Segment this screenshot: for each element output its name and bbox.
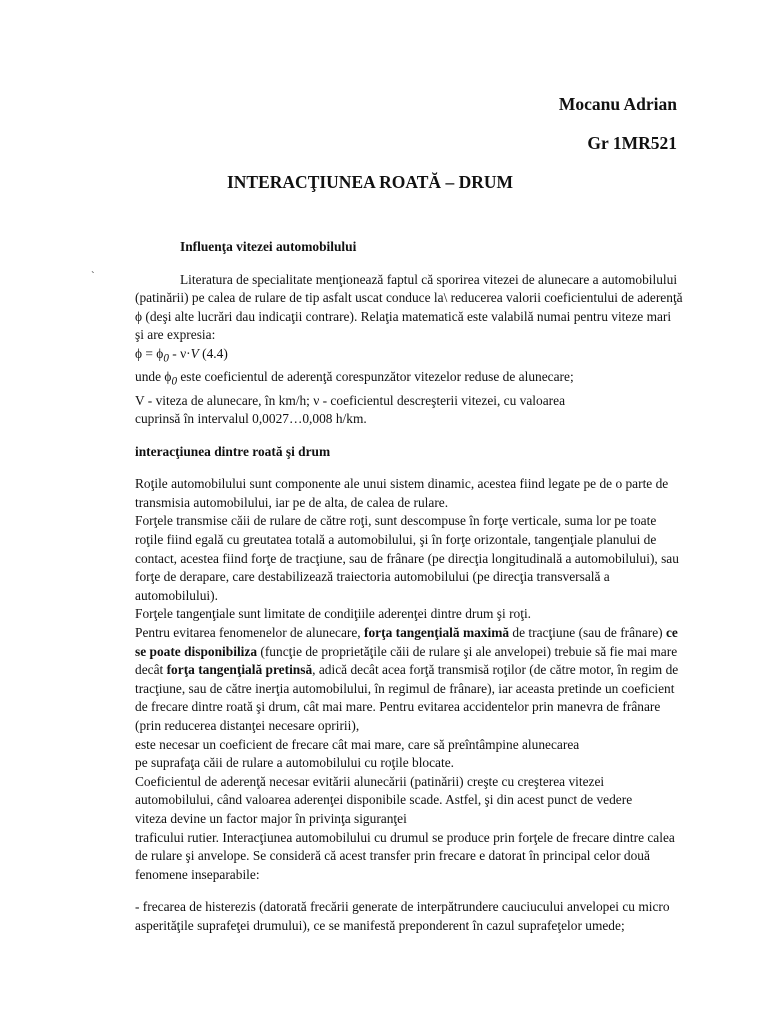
paragraph-traffic: traficului rutier. Interacţiunea automobilului cu drumul se produce prin forţele de frecare dintre calea de rulare şi anvelope. Se consideră că acest transfer prin frecare e datorat în principal celor două fenomene inseparabile:	[135, 829, 675, 882]
formula-4-4: $\phi = \phi_0 - \nu\cdot V$ (4.4)	[135, 345, 228, 365]
paragraph-adhesion: Coeficientul de aderenţă necesar evitării alunecării (patinării) creşte cu creşterea vitezei automobilului, când valoarea aderenţei disponibile scade. Astfel, şi din acest punct de vedere	[135, 773, 633, 808]
paragraph-locked-wheels: pe suprafaţa căii de rulare a automobilului cu roţile blocate.	[135, 755, 455, 771]
variable-definition-line: V - viteza de alunecare, în km/h; ν - coeficientul descreşterii vitezei, cu valoarea	[135, 392, 566, 408]
list-item-hysteresis: - frecarea de histerezis (datorată frecării generate de interpătrundere cauciucului anvelopei cu micro asperităţile suprafeţei drumului), ce se manifestă preponderent în cazul suprafeţelor umede;	[135, 899, 670, 933]
paragraph-friction-need: este necesar un coeficient de frecare cât mai mare, care să preîntâmpine alunecarea	[135, 736, 580, 752]
paragraph-wheels: Roţile automobilului sunt componente ale unui sistem dinamic, acestea fiind legate pe de o parte de transmisia automobilului, iar pe de alta, de calea de rulare.	[135, 476, 669, 510]
paragraph-slip-avoidance: Pentru evitarea fenomenelor de alunecare, forţa tangenţială maximă de tracţiune (sau de frânare) ce se poate disponibiliza (funcţie de proprietăţile căii de rulare şi ale anvelopei) trebuie să fie mai mare decât forţa tangenţială pretinsă, adică decât acea forţă transmisă roţilor (de către motor, în regim de tracţiune, sau de către inerţia automobilului, în regimul de frânare), iar aceasta pretinde un coeficient de frecare dintre roată şi drum, cât mai mare. Pentru evitarea accidentelor prin manevra de frânare (prin reducerea distanţei necesare opririi),	[135, 625, 679, 733]
formula-where-line: unde $\phi_0$ este coeficientul de aderenţă corespunzător vitezelor reduse de alunecare;	[135, 369, 574, 388]
document-title: INTERACŢIUNEA ROATĂ – DRUM	[226, 172, 513, 192]
paragraph-forces: Forţele transmise căii de rulare de către roţi, sunt descompuse în forţe verticale, suma lor pe toate roţile fiind egală cu greutatea totală a automobilului, şi în forţe orizontale, tangenţiale planului de contact, acestea fiind forţe de tracţiune, sau de frânare (pe direcţia longitudinală a automobilului), sau forţe de derapare, care destabilizează traiectoria automobilului (pe direcţia transversală a automobilului).	[135, 513, 679, 603]
document-body	[135, 238, 683, 936]
paragraph-tangential: Forţele tangenţiale sunt limitate de condiţiile aderenţei dintre drum şi roţi.	[135, 606, 532, 622]
variable-range-line: cuprinsă în intervalul 0,0027…0,008 h/km.	[135, 411, 367, 427]
section-heading-interaction: interacţiunea dintre roată şi drum	[135, 443, 331, 459]
author-name: Mocanu Adrian	[558, 94, 677, 114]
paragraph-speed-intro: Literatura de specialitate menţionează faptul că sporirea vitezei de alunecare a automobilului (patinării) pe calea de rulare de tip asfalt uscat conduce la\ reducerea valorii coeficientului de aderenţă ϕ (deşi alte lucrări dau indicaţii contrare). Relaţia matematică este valabilă numai pentru viteze mari şi are expresia:	[135, 271, 683, 343]
group-code: Gr 1MR521	[587, 133, 677, 153]
paragraph-speed-factor: viteza devine un factor major în privinţa siguranţei	[135, 810, 407, 826]
section-heading-speed: Influenţa vitezei automobilului	[180, 239, 357, 254]
stray-mark: `	[91, 270, 95, 282]
